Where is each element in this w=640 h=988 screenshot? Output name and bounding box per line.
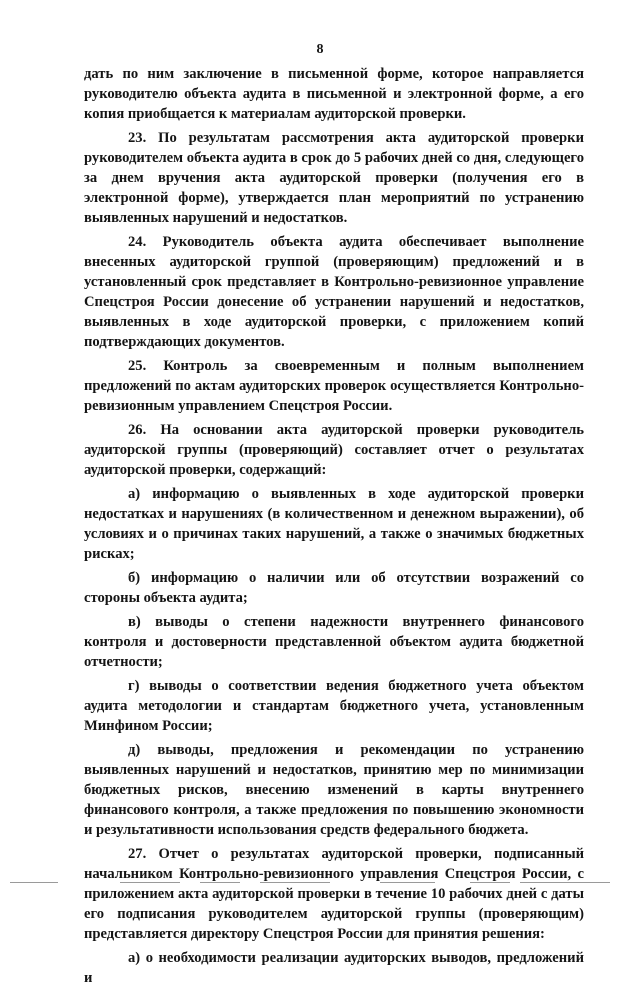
paragraph-25: 25. Контроль за своевременным и полным выполнением предложений по актам аудиторских проверок осуществляется Контрольно-ревизионным управлением Спецстроя России. — [84, 358, 584, 414]
paragraph-26: 26. На основании акта аудиторской проверки руководитель аудиторской группы (проверяющий) составляет отчет о результатах аудиторской проверки, содержащий: — [84, 422, 584, 478]
paragraph-26-g: г) выводы о соответствии ведения бюджетного учета объектом аудита методологии и стандартам бюджетного учета, установленным Минфином России; — [84, 678, 584, 734]
paragraph-27: 27. Отчет о результатах аудиторской проверки, подписанный начальником Контрольно-ревизионного управления Спецстроя России, с приложением акта аудиторской проверки в течение 10 рабочих дней с даты его подписания руководителем аудиторской группы (проверяющим) представляется директору Спецстроя России для принятия решения: — [84, 846, 584, 942]
paragraph-26-d: д) выводы, предложения и рекомендации по устранению выявленных нарушений и недостатков, принятию мер по минимизации бюджетных рисков, внесению изменений в карты внутреннего финансового контроля, а также предложения по повышению экономности и результативности использования средств федерального бюджета. — [84, 742, 584, 838]
scan-edge-artifact — [0, 876, 640, 890]
paragraph-24: 24. Руководитель объекта аудита обеспечивает выполнение внесенных аудиторской группой (проверяющим) предложений и в установленный срок представляет в Контрольно-ревизионное управление Спецстроя России донесение об устранении нарушений и недостатков, выявленных в ходе аудиторской проверки, с приложением копий подтверждающих документов. — [84, 234, 584, 350]
paragraph-26-v: в) выводы о степени надежности внутреннего финансового контроля и достоверности представленной объектом аудита бюджетной отчетности; — [84, 614, 584, 670]
paragraph-27-a: а) о необходимости реализации аудиторских выводов, предложений и — [84, 950, 584, 986]
page-number: 8 — [316, 42, 324, 57]
paragraph-continuation: дать по ним заключение в письменной форме, которое направляется руководителю объекта аудита в письменной и электронной форме, а его копия приобщается к материалам аудиторской проверки. — [84, 66, 584, 122]
paragraph-26-b: б) информацию о наличии или об отсутствии возражений со стороны объекта аудита; — [84, 570, 584, 606]
paragraph-26-a: а) информацию о выявленных в ходе аудиторской проверки недостатках и нарушениях (в количественном и денежном выражении), об условиях и о причинах таких нарушений, а также о значимых бюджетных рисках; — [84, 486, 584, 562]
paragraph-23: 23. По результатам рассмотрения акта аудиторской проверки руководителем объекта аудита в срок до 5 рабочих дней со дня, следующего за днем вручения акта аудиторской проверки (получения его в электронной форме), утверждается план мероприятий по устранению выявленных нарушений и недостатков. — [84, 130, 584, 226]
document-body — [84, 64, 584, 988]
